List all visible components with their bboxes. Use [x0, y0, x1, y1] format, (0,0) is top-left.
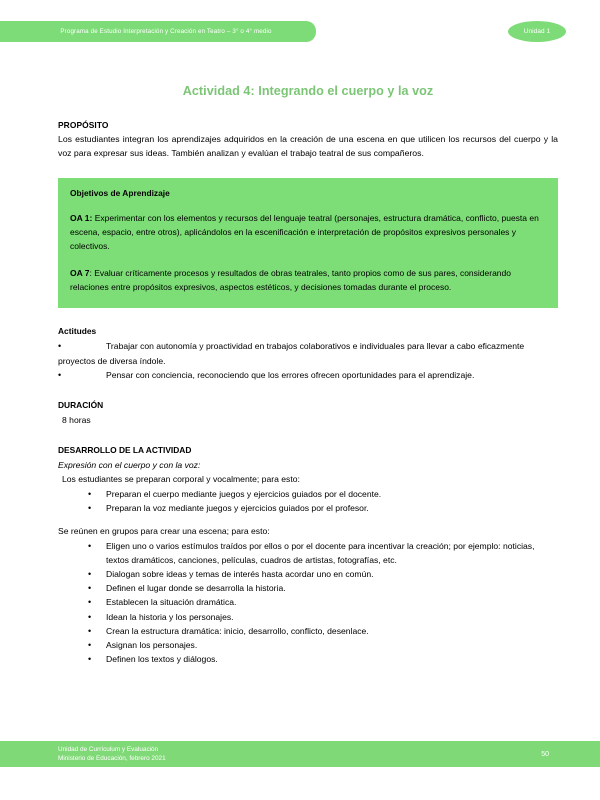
- list-item: • Asignan los personajes.: [58, 638, 558, 652]
- list-item: • Idean la historia y los personajes.: [58, 610, 558, 624]
- actitudes-heading: Actitudes: [58, 326, 97, 337]
- document-content: [58, 84, 558, 666]
- program-banner: [0, 21, 316, 42]
- list-item: [58, 368, 558, 382]
- spacer: [58, 515, 558, 524]
- desarrollo-list-1: [58, 487, 558, 515]
- desarrollo-intro-1: Los estudiantes se preparan corporal y vocalmente; para esto:: [62, 474, 300, 485]
- unit-badge-label: Unidad 1: [523, 28, 551, 35]
- desarrollo-subtitle: Expresión con el cuerpo y con la voz:: [58, 460, 201, 471]
- unit-badge: [508, 21, 566, 42]
- seccion-proposito: [58, 120, 558, 160]
- desarrollo-list-2: [58, 539, 558, 667]
- page-number: 50: [541, 750, 549, 758]
- list-item: • Definen el lugar donde se desarrolla la historia.: [58, 581, 558, 595]
- footer-line-1: Unidad de Currículum y Evaluación: [58, 746, 159, 753]
- objetivo-item: [70, 267, 546, 294]
- objetivo-text: Experimentar con los elementos y recursos del lenguaje teatral (personajes, estructura dramática, conflicto, puesta en escena, espacio, entre otros), aplicándolos en la escenificación e interpretación de propósitos expresivos personales y colectivos.: [70, 213, 539, 251]
- page-header: [0, 21, 600, 42]
- program-banner-label: Programa de Estudio Interpretación y Creación en Teatro – 3° o 4° medio: [60, 28, 272, 35]
- objetivos-heading: Objetivos de Aprendizaje: [70, 188, 170, 199]
- seccion-actitudes: [58, 326, 558, 382]
- list-item: [58, 339, 558, 367]
- objetivo-label: OA 1:: [70, 213, 93, 224]
- objetivo-label: OA 7: [70, 268, 90, 279]
- list-item: • Establecen la situación dramática.: [58, 595, 558, 609]
- desarrollo-heading: DESARROLLO DE LA ACTIVIDAD: [58, 445, 192, 456]
- duracion-heading: DURACIÓN: [58, 399, 104, 410]
- list-item: • Dialogan sobre ideas y temas de interés hasta acordar uno en común.: [58, 567, 558, 581]
- objetivos-aprendizaje-box: [58, 178, 558, 308]
- list-item: • Preparan el cuerpo mediante juegos y ejercicios guiados por el docente.: [58, 487, 558, 501]
- footer-line-2: Ministerio de Educación, febrero 2021: [58, 755, 166, 762]
- duracion-value: 8 horas: [62, 414, 91, 425]
- list-item: • Crean la estructura dramática: inicio, desarrollo, conflicto, desenlace.: [58, 624, 558, 638]
- actitud-text: Trabajar con autonomía y proactividad en trabajos colaborativos e individuales para llevar a cabo eficazmente proyectos de diversa índole.: [58, 341, 525, 366]
- objetivo-text: : Evaluar críticamente procesos y resultados de obras teatrales, tanto propios como de sus pares, considerando relaciones entre propósitos expresivos, aspectos estéticos, y decisiones tomadas durante el proceso.: [70, 268, 511, 292]
- page-footer: [0, 741, 600, 767]
- objetivo-item: [70, 212, 546, 253]
- bullet-icon: [58, 339, 106, 353]
- proposito-heading: PROPÓSITO: [58, 120, 109, 130]
- seccion-duracion: [58, 400, 558, 427]
- bullet-icon: [58, 368, 106, 382]
- desarrollo-intro-2: Se reúnen en grupos para crear una escena; para esto:: [58, 526, 270, 537]
- seccion-desarrollo: [58, 445, 558, 666]
- list-item: • Eligen uno o varios estímulos traídos por ellos o por el docente para incentivar la creación; por ejemplo: noticias, textos dramáticos, canciones, películas, cuadros de artistas, fotografías, etc.: [58, 539, 558, 567]
- footer-credits: [58, 745, 166, 763]
- proposito-text: Los estudiantes integran los aprendizajes adquiridos en la creación de una escena en que utilicen los recursos del cuerpo y la voz para expresar sus ideas. También analizan y evalúan el trabajo teatral de sus compañeros.: [58, 134, 558, 159]
- actitudes-list: [58, 339, 558, 382]
- actitud-text: Pensar con conciencia, reconociendo que los errores ofrecen oportunidades para el aprendizaje.: [106, 369, 475, 380]
- list-item: • Preparan la voz mediante juegos y ejercicios guiados por el profesor.: [58, 501, 558, 515]
- list-item: • Definen los textos y diálogos.: [58, 652, 558, 666]
- page-title: Actividad 4: Integrando el cuerpo y la voz: [182, 84, 434, 98]
